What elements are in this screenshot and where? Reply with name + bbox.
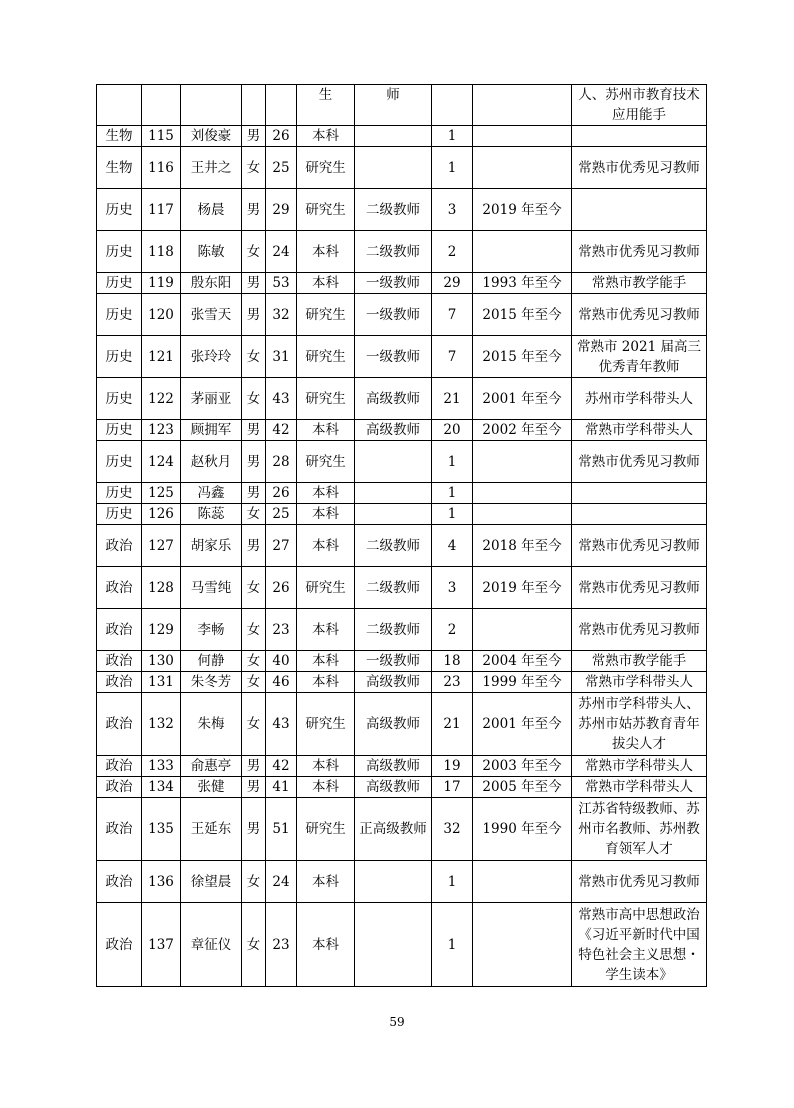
age-cell: 43 [266, 693, 297, 756]
education-cell: 本科 [297, 609, 355, 651]
gender-cell: 男 [242, 483, 266, 504]
title-cell: 二级教师 [355, 189, 432, 231]
gender-cell: 男 [242, 525, 266, 567]
table-row [97, 798, 707, 861]
education-cell: 本科 [297, 483, 355, 504]
name-cell: 张玲玲 [181, 336, 242, 378]
name-cell: 李畅 [181, 609, 242, 651]
gender-cell: 女 [242, 147, 266, 189]
name-cell: 陈敏 [181, 231, 242, 273]
subject-cell: 政治 [97, 756, 142, 777]
period-cell [473, 441, 572, 483]
education-cell: 本科 [297, 672, 355, 693]
gender-cell: 男 [242, 294, 266, 336]
name-cell: 张健 [181, 777, 242, 798]
gender-cell: 女 [242, 336, 266, 378]
name-cell: 冯鑫 [181, 483, 242, 504]
table-row [97, 861, 707, 903]
honor-cell [572, 126, 707, 147]
period-cell: 2001 年至今 [473, 378, 572, 420]
subject-cell: 历史 [97, 273, 142, 294]
honor-cell: 常熟市优秀见习教师 [572, 147, 707, 189]
gender-cell: 女 [242, 567, 266, 609]
table-row [97, 483, 707, 504]
number-cell: 133 [142, 756, 181, 777]
honor-cell: 常熟市优秀见习教师 [572, 441, 707, 483]
number-cell: 127 [142, 525, 181, 567]
period-cell: 1993 年至今 [473, 273, 572, 294]
name-cell: 殷东阳 [181, 273, 242, 294]
education-cell: 研究生 [297, 189, 355, 231]
name-cell: 朱梅 [181, 693, 242, 756]
years-cell: 1 [432, 483, 473, 504]
name-cell: 茅丽亚 [181, 378, 242, 420]
gender-cell: 男 [242, 798, 266, 861]
honor-cell: 苏州市学科带头人 [572, 378, 707, 420]
years-cell: 4 [432, 525, 473, 567]
number-cell: 119 [142, 273, 181, 294]
title-cell: 高级教师 [355, 672, 432, 693]
number-cell: 122 [142, 378, 181, 420]
years-cell: 2 [432, 231, 473, 273]
age-cell: 26 [266, 126, 297, 147]
number-cell: 115 [142, 126, 181, 147]
subject-cell: 历史 [97, 231, 142, 273]
education-cell: 本科 [297, 420, 355, 441]
number-cell: 126 [142, 504, 181, 525]
age-cell: 28 [266, 441, 297, 483]
name-cell: 王延东 [181, 798, 242, 861]
table-row [97, 525, 707, 567]
years-cell: 1 [432, 861, 473, 903]
subject-cell: 历史 [97, 336, 142, 378]
honor-cell: 常熟市优秀见习教师 [572, 525, 707, 567]
gender-cell: 男 [242, 441, 266, 483]
years-cell: 3 [432, 189, 473, 231]
table-row [97, 609, 707, 651]
page-number: 59 [389, 1015, 405, 1029]
subject-cell [97, 85, 142, 126]
table-row [97, 147, 707, 189]
age-cell: 24 [266, 861, 297, 903]
number-cell: 124 [142, 441, 181, 483]
gender-cell [242, 85, 266, 126]
name-cell: 朱冬芳 [181, 672, 242, 693]
table-row [97, 273, 707, 294]
years-cell: 1 [432, 126, 473, 147]
subject-cell: 历史 [97, 483, 142, 504]
subject-cell: 历史 [97, 441, 142, 483]
period-cell: 2019 年至今 [473, 567, 572, 609]
table-row [97, 231, 707, 273]
years-cell: 7 [432, 294, 473, 336]
title-cell [355, 504, 432, 525]
title-cell: 师 [355, 85, 432, 126]
name-cell: 徐望晨 [181, 861, 242, 903]
education-cell: 本科 [297, 777, 355, 798]
gender-cell: 男 [242, 189, 266, 231]
honor-cell [572, 504, 707, 525]
education-cell: 本科 [297, 273, 355, 294]
education-cell: 本科 [297, 861, 355, 903]
table-row [97, 189, 707, 231]
title-cell [355, 147, 432, 189]
title-cell [355, 861, 432, 903]
period-cell: 2015 年至今 [473, 294, 572, 336]
name-cell: 何静 [181, 651, 242, 672]
education-cell: 研究生 [297, 567, 355, 609]
title-cell: 高级教师 [355, 378, 432, 420]
education-cell: 研究生 [297, 441, 355, 483]
honor-cell: 常熟市 2021 届高三优秀青年教师 [572, 336, 707, 378]
number-cell: 131 [142, 672, 181, 693]
name-cell: 赵秋月 [181, 441, 242, 483]
subject-cell: 政治 [97, 672, 142, 693]
gender-cell: 女 [242, 903, 266, 987]
table-row [97, 672, 707, 693]
subject-cell: 政治 [97, 693, 142, 756]
years-cell: 2 [432, 609, 473, 651]
education-cell: 本科 [297, 525, 355, 567]
subject-cell: 政治 [97, 567, 142, 609]
period-cell [473, 126, 572, 147]
title-cell: 一级教师 [355, 273, 432, 294]
title-cell: 二级教师 [355, 567, 432, 609]
gender-cell: 女 [242, 231, 266, 273]
subject-cell: 生物 [97, 126, 142, 147]
subject-cell: 政治 [97, 777, 142, 798]
education-cell: 生 [297, 85, 355, 126]
honor-cell: 常熟市优秀见习教师 [572, 861, 707, 903]
honor-cell: 常熟市优秀见习教师 [572, 294, 707, 336]
honor-cell [572, 483, 707, 504]
title-cell [355, 903, 432, 987]
years-cell: 1 [432, 147, 473, 189]
education-cell: 研究生 [297, 693, 355, 756]
age-cell: 42 [266, 420, 297, 441]
subject-cell: 政治 [97, 525, 142, 567]
years-cell [432, 85, 473, 126]
years-cell: 21 [432, 693, 473, 756]
education-cell: 本科 [297, 231, 355, 273]
table-row [97, 567, 707, 609]
number-cell: 117 [142, 189, 181, 231]
number-cell: 130 [142, 651, 181, 672]
number-cell: 118 [142, 231, 181, 273]
years-cell: 18 [432, 651, 473, 672]
honor-cell: 苏州市学科带头人、苏州市姑苏教育青年拔尖人才 [572, 693, 707, 756]
honor-cell: 江苏省特级教师、苏州市名教师、苏州教育领军人才 [572, 798, 707, 861]
education-cell: 本科 [297, 903, 355, 987]
period-cell [473, 609, 572, 651]
age-cell: 40 [266, 651, 297, 672]
period-cell [473, 504, 572, 525]
gender-cell: 女 [242, 693, 266, 756]
title-cell: 正高级教师 [355, 798, 432, 861]
number-cell: 123 [142, 420, 181, 441]
age-cell: 31 [266, 336, 297, 378]
years-cell: 21 [432, 378, 473, 420]
years-cell: 29 [432, 273, 473, 294]
education-cell: 研究生 [297, 336, 355, 378]
name-cell: 刘俊豪 [181, 126, 242, 147]
education-cell: 本科 [297, 504, 355, 525]
age-cell: 27 [266, 525, 297, 567]
honor-cell: 人、苏州市教育技术应用能手 [572, 85, 707, 126]
period-cell [473, 861, 572, 903]
honor-cell [572, 189, 707, 231]
title-cell: 二级教师 [355, 231, 432, 273]
title-cell: 一级教师 [355, 294, 432, 336]
period-cell: 1999 年至今 [473, 672, 572, 693]
table-row [97, 903, 707, 987]
name-cell: 王井之 [181, 147, 242, 189]
subject-cell: 政治 [97, 903, 142, 987]
subject-cell: 历史 [97, 420, 142, 441]
age-cell [266, 85, 297, 126]
period-cell: 1990 年至今 [473, 798, 572, 861]
age-cell: 23 [266, 903, 297, 987]
title-cell [355, 126, 432, 147]
table-row [97, 420, 707, 441]
subject-cell: 历史 [97, 378, 142, 420]
title-cell: 一级教师 [355, 651, 432, 672]
education-cell: 研究生 [297, 294, 355, 336]
table-row [97, 441, 707, 483]
age-cell: 29 [266, 189, 297, 231]
table-row [97, 651, 707, 672]
honor-cell: 常熟市教学能手 [572, 651, 707, 672]
table-row [97, 126, 707, 147]
subject-cell: 政治 [97, 609, 142, 651]
age-cell: 26 [266, 483, 297, 504]
number-cell: 116 [142, 147, 181, 189]
period-cell [473, 85, 572, 126]
years-cell: 1 [432, 504, 473, 525]
name-cell: 顾拥军 [181, 420, 242, 441]
gender-cell: 男 [242, 420, 266, 441]
honor-cell: 常熟市学科带头人 [572, 420, 707, 441]
table-row [97, 294, 707, 336]
number-cell: 137 [142, 903, 181, 987]
period-cell: 2018 年至今 [473, 525, 572, 567]
gender-cell: 男 [242, 273, 266, 294]
title-cell [355, 441, 432, 483]
period-cell: 2002 年至今 [473, 420, 572, 441]
period-cell: 2003 年至今 [473, 756, 572, 777]
period-cell [473, 147, 572, 189]
title-cell: 一级教师 [355, 336, 432, 378]
number-cell: 136 [142, 861, 181, 903]
period-cell: 2015 年至今 [473, 336, 572, 378]
table-row [97, 336, 707, 378]
number-cell: 134 [142, 777, 181, 798]
table-row [97, 378, 707, 420]
age-cell: 26 [266, 567, 297, 609]
number-cell: 129 [142, 609, 181, 651]
honor-cell: 常熟市优秀见习教师 [572, 609, 707, 651]
subject-cell: 政治 [97, 651, 142, 672]
period-cell [473, 903, 572, 987]
subject-cell: 政治 [97, 861, 142, 903]
gender-cell: 女 [242, 651, 266, 672]
gender-cell: 女 [242, 504, 266, 525]
years-cell: 20 [432, 420, 473, 441]
table-row [97, 85, 707, 126]
age-cell: 25 [266, 504, 297, 525]
gender-cell: 男 [242, 756, 266, 777]
honor-cell: 常熟市优秀见习教师 [572, 567, 707, 609]
age-cell: 25 [266, 147, 297, 189]
years-cell: 3 [432, 567, 473, 609]
title-cell: 高级教师 [355, 693, 432, 756]
education-cell: 本科 [297, 651, 355, 672]
years-cell: 1 [432, 441, 473, 483]
age-cell: 51 [266, 798, 297, 861]
name-cell: 马雪纯 [181, 567, 242, 609]
honor-cell: 常熟市学科带头人 [572, 756, 707, 777]
subject-cell: 历史 [97, 294, 142, 336]
title-cell: 二级教师 [355, 525, 432, 567]
title-cell: 高级教师 [355, 756, 432, 777]
table-row [97, 693, 707, 756]
table-row [97, 777, 707, 798]
years-cell: 32 [432, 798, 473, 861]
honor-cell: 常熟市高中思想政治《习近平新时代中国特色社会主义思想・学生读本》 [572, 903, 707, 987]
number-cell: 125 [142, 483, 181, 504]
education-cell: 本科 [297, 756, 355, 777]
honor-cell: 常熟市学科带头人 [572, 777, 707, 798]
table-row [97, 504, 707, 525]
title-cell [355, 483, 432, 504]
name-cell [181, 85, 242, 126]
teacher-roster-table [96, 84, 707, 987]
name-cell: 胡家乐 [181, 525, 242, 567]
education-cell: 本科 [297, 126, 355, 147]
age-cell: 32 [266, 294, 297, 336]
number-cell: 135 [142, 798, 181, 861]
number-cell: 120 [142, 294, 181, 336]
age-cell: 41 [266, 777, 297, 798]
age-cell: 23 [266, 609, 297, 651]
name-cell: 张雪天 [181, 294, 242, 336]
name-cell: 陈蕊 [181, 504, 242, 525]
education-cell: 研究生 [297, 798, 355, 861]
period-cell [473, 483, 572, 504]
honor-cell: 常熟市学科带头人 [572, 672, 707, 693]
age-cell: 42 [266, 756, 297, 777]
education-cell: 研究生 [297, 147, 355, 189]
number-cell [142, 85, 181, 126]
subject-cell: 历史 [97, 504, 142, 525]
title-cell: 高级教师 [355, 777, 432, 798]
honor-cell: 常熟市教学能手 [572, 273, 707, 294]
education-cell: 研究生 [297, 378, 355, 420]
table-row [97, 756, 707, 777]
years-cell: 19 [432, 756, 473, 777]
name-cell: 俞惠亭 [181, 756, 242, 777]
gender-cell: 男 [242, 126, 266, 147]
age-cell: 46 [266, 672, 297, 693]
gender-cell: 女 [242, 672, 266, 693]
period-cell: 2001 年至今 [473, 693, 572, 756]
number-cell: 121 [142, 336, 181, 378]
name-cell: 杨晨 [181, 189, 242, 231]
honor-cell: 常熟市优秀见习教师 [572, 231, 707, 273]
subject-cell: 政治 [97, 798, 142, 861]
period-cell [473, 231, 572, 273]
gender-cell: 女 [242, 861, 266, 903]
gender-cell: 女 [242, 609, 266, 651]
title-cell: 高级教师 [355, 420, 432, 441]
gender-cell: 男 [242, 777, 266, 798]
period-cell: 2019 年至今 [473, 189, 572, 231]
period-cell: 2005 年至今 [473, 777, 572, 798]
number-cell: 128 [142, 567, 181, 609]
number-cell: 132 [142, 693, 181, 756]
years-cell: 7 [432, 336, 473, 378]
subject-cell: 生物 [97, 147, 142, 189]
years-cell: 1 [432, 903, 473, 987]
age-cell: 53 [266, 273, 297, 294]
subject-cell: 历史 [97, 189, 142, 231]
period-cell: 2004 年至今 [473, 651, 572, 672]
age-cell: 43 [266, 378, 297, 420]
years-cell: 17 [432, 777, 473, 798]
title-cell: 二级教师 [355, 609, 432, 651]
age-cell: 24 [266, 231, 297, 273]
years-cell: 23 [432, 672, 473, 693]
gender-cell: 女 [242, 378, 266, 420]
roster-body [97, 85, 707, 987]
name-cell: 章征仪 [181, 903, 242, 987]
